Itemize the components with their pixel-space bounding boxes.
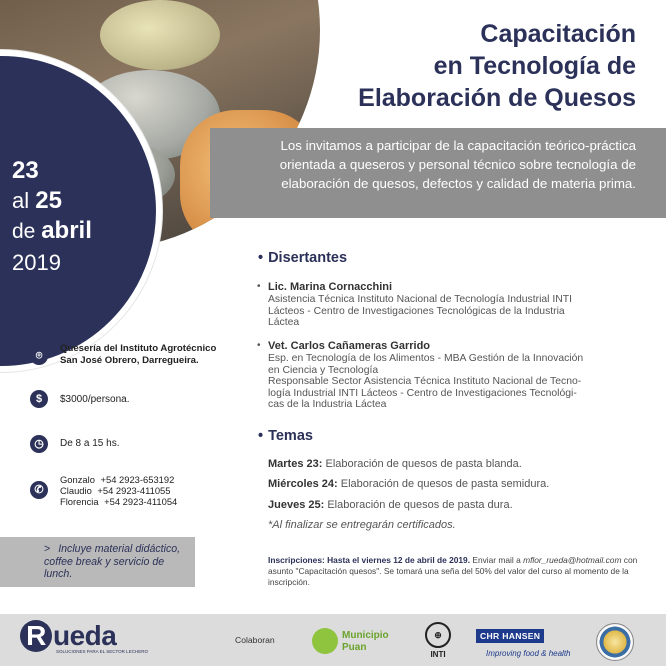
price-value: $3000 bbox=[60, 394, 88, 405]
topic-day: Martes 23: bbox=[268, 458, 323, 470]
topics-heading-label: Temas bbox=[268, 428, 313, 444]
location-text bbox=[60, 343, 216, 366]
speaker-detail: Responsable Sector Asistencia Técnica Instituto Nacional de Tecno- bbox=[268, 376, 582, 387]
date-month bbox=[12, 216, 132, 247]
topic-day: Jueves 25: bbox=[268, 499, 325, 511]
dollar-icon: $ bbox=[30, 390, 48, 408]
rueda-logo-icon: R bbox=[20, 620, 52, 652]
end-day: 25 bbox=[35, 187, 62, 214]
topic-day: Miércoles 24: bbox=[268, 478, 338, 490]
date-range-end bbox=[12, 186, 132, 216]
event-dates bbox=[12, 156, 132, 279]
inti-label: INTI bbox=[430, 650, 446, 659]
speaker-detail: Esp. en Tecnología de los Alimentos - MBA Gestión de la Innovación bbox=[268, 353, 584, 364]
inti-logo-icon: ⊕ bbox=[425, 622, 451, 648]
rueda-logo bbox=[20, 620, 148, 654]
certificate-note: *Al finalizar se entregarán certificados. bbox=[268, 519, 456, 531]
topics-heading bbox=[258, 428, 313, 444]
contact-phone[interactable]: +54 2923-411054 bbox=[104, 496, 178, 507]
contact-item bbox=[60, 496, 177, 507]
registration-rest: con asunto "Capacitación quesos". Se tomará una seña del 50% del valor del curso al momento de la inscripción. bbox=[268, 555, 638, 587]
speaker-item bbox=[257, 340, 638, 411]
intro-text: Los invitamos a participar de la capacitación teórico-práctica orientada a queseros y personal técnico sobre tecnología de elaboración de quesos, defectos y calidad de materia prima. bbox=[279, 138, 636, 191]
date-al: al bbox=[12, 188, 30, 213]
topic-item bbox=[268, 457, 522, 471]
inti-logo bbox=[421, 622, 455, 659]
contact-name: Florencia bbox=[60, 496, 99, 507]
title-line-1: Capacitación bbox=[480, 20, 636, 48]
bullet-icon: • bbox=[258, 250, 264, 266]
speakers-heading-label: Disertantes bbox=[268, 250, 348, 266]
page-title bbox=[358, 18, 636, 114]
speaker-name: Vet. Carlos Cañameras Garrido bbox=[268, 340, 431, 352]
chr-hansen-tagline: Improving food & health bbox=[486, 649, 571, 658]
topic-desc: Elaboración de quesos de pasta dura. bbox=[327, 499, 513, 511]
registration-deadline: Inscripciones: Hasta el viernes 12 de abril de 2019. bbox=[268, 555, 471, 565]
contact-list bbox=[60, 474, 177, 507]
rueda-logo-text: ueda bbox=[53, 620, 117, 651]
speaker-detail: Láctea bbox=[268, 317, 300, 328]
contact-item bbox=[60, 474, 177, 485]
registration-info bbox=[268, 555, 638, 588]
topic-desc: Elaboración de quesos de pasta semidura. bbox=[340, 478, 550, 490]
speaker-name: Lic. Marina Cornacchini bbox=[268, 281, 393, 293]
title-line-2: en Tecnología de bbox=[433, 52, 636, 80]
speaker-detail: cas de la Industria Láctea bbox=[268, 399, 387, 410]
speaker-detail: logía Industrial INTI Lácteos - Centro de Investigaciones Tecnológi- bbox=[268, 387, 577, 399]
title-line-3: Elaboración de Quesos bbox=[358, 84, 636, 112]
chr-hansen-logo bbox=[476, 626, 571, 658]
collaborators-label: Colaboran bbox=[235, 635, 275, 645]
start-day: 23 bbox=[12, 157, 39, 184]
rueda-tagline: SOLUCIONES PARA EL SECTOR LECHERO bbox=[56, 649, 148, 654]
registration-text: Enviar mail a bbox=[470, 555, 524, 565]
contact-name: Gonzalo bbox=[60, 474, 95, 485]
contact-name: Claudio bbox=[60, 485, 92, 496]
date-de: de bbox=[12, 220, 36, 243]
location-pin-icon: ⌾ bbox=[30, 347, 48, 365]
location-line-1: Quesería del Instituto Agrotécnico bbox=[60, 343, 217, 354]
includes-label: Incluye material didáctico, coffee break y servicio de lunch. bbox=[44, 543, 181, 580]
year: 2019 bbox=[12, 250, 61, 275]
topic-desc: Elaboración de quesos de pasta blanda. bbox=[325, 458, 522, 470]
includes-text bbox=[44, 543, 192, 581]
contact-phone[interactable]: +54 2923-653192 bbox=[100, 474, 175, 485]
speakers-heading bbox=[258, 250, 347, 266]
cheese-wheel-1 bbox=[100, 0, 220, 70]
arrow-icon: > bbox=[44, 543, 51, 555]
speaker-detail: Lácteos - Centro de Investigaciones Tecnológicas de la Industria bbox=[268, 305, 565, 317]
municipio-label: Municipio bbox=[342, 630, 389, 641]
municipio-logo-icon bbox=[312, 628, 338, 654]
speaker-detail: en Ciencia y Tecnología bbox=[268, 364, 379, 376]
contact-item bbox=[60, 485, 177, 496]
bullet-icon: • bbox=[257, 281, 261, 292]
speaker-detail: Asistencia Técnica Instituto Nacional de Tecnología Industrial INTI bbox=[268, 294, 572, 305]
registration-email[interactable]: mflor_rueda@hotmail.com bbox=[523, 555, 622, 565]
topic-item bbox=[268, 498, 513, 512]
price-unit: /persona. bbox=[87, 394, 130, 405]
location-line-2: San José Obrero, Darregueira. bbox=[60, 354, 199, 366]
month: abril bbox=[41, 217, 92, 244]
topic-item bbox=[268, 477, 549, 491]
chr-hansen-label: CHR HANSEN bbox=[476, 629, 544, 643]
bullet-icon: • bbox=[258, 428, 264, 444]
school-seal-icon bbox=[596, 623, 634, 661]
puan-label: Puan bbox=[342, 642, 367, 653]
contact-phone[interactable]: +54 2923-411055 bbox=[97, 485, 171, 496]
bullet-icon: • bbox=[257, 340, 261, 351]
speaker-item bbox=[257, 281, 638, 329]
price-text bbox=[60, 394, 130, 406]
hours-text: De 8 a 15 hs. bbox=[60, 438, 120, 449]
phone-icon: ✆ bbox=[30, 481, 48, 499]
clock-icon: ◷ bbox=[30, 435, 48, 453]
